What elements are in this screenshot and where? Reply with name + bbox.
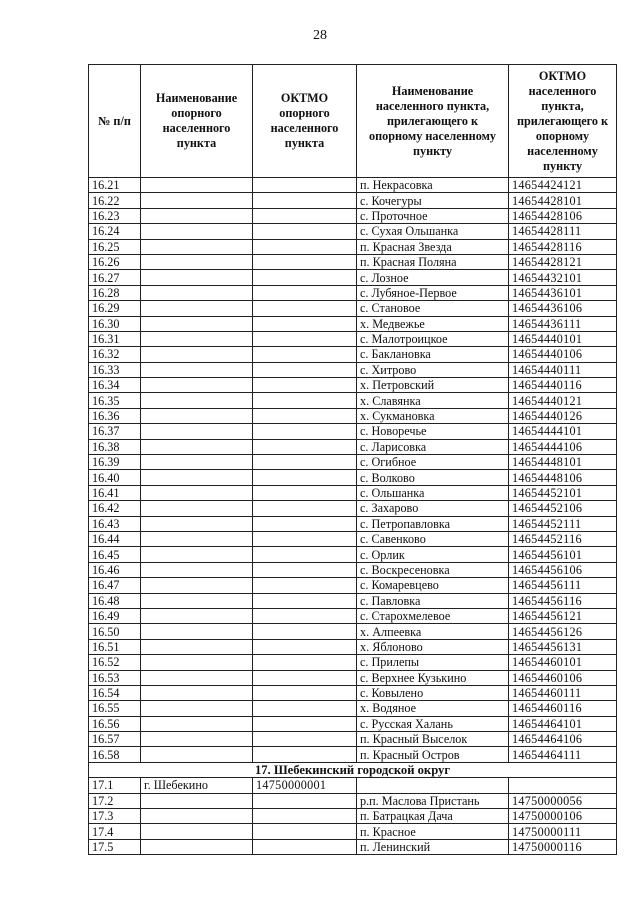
base-settlement-oktmo [253, 178, 357, 193]
oktmo-table [88, 64, 617, 855]
adjacent-settlement-name: х. Водяное [357, 701, 509, 716]
adjacent-settlement-oktmo: 14654440116 [509, 378, 617, 393]
base-settlement-name [141, 839, 253, 854]
adjacent-settlement-name: с. Павловка [357, 593, 509, 608]
adjacent-settlement-name: х. Петровский [357, 378, 509, 393]
base-settlement-oktmo [253, 839, 357, 854]
row-number: 16.40 [89, 470, 141, 485]
adjacent-settlement-oktmo: 14654440121 [509, 393, 617, 408]
base-settlement-name [141, 485, 253, 500]
adjacent-settlement-name: с. Новоречье [357, 424, 509, 439]
row-number: 16.22 [89, 193, 141, 208]
base-settlement-oktmo [253, 747, 357, 762]
base-settlement-oktmo [253, 732, 357, 747]
base-settlement-name [141, 809, 253, 824]
row-number: 16.54 [89, 685, 141, 700]
adjacent-settlement-name: с. Становое [357, 301, 509, 316]
base-settlement-name [141, 716, 253, 731]
row-number: 16.35 [89, 393, 141, 408]
base-settlement-name [141, 393, 253, 408]
adjacent-settlement-name: х. Алпеевка [357, 624, 509, 639]
row-number: 16.49 [89, 608, 141, 623]
row-number: 16.24 [89, 224, 141, 239]
base-settlement-oktmo [253, 455, 357, 470]
table-row [89, 809, 617, 824]
adjacent-settlement-oktmo: 14654464101 [509, 716, 617, 731]
table-row [89, 254, 617, 269]
header-base-oktmo: ОКТМО опорного населенного пункта [253, 65, 357, 178]
adjacent-settlement-oktmo: 14654448101 [509, 455, 617, 470]
base-settlement-oktmo: 14750000001 [253, 778, 357, 793]
adjacent-settlement-name: с. Петропавловка [357, 516, 509, 531]
row-number: 16.43 [89, 516, 141, 531]
row-number: 17.3 [89, 809, 141, 824]
row-number: 16.30 [89, 316, 141, 331]
table-body-district-16 [89, 178, 617, 763]
row-number: 16.27 [89, 270, 141, 285]
table-row [89, 270, 617, 285]
table-row [89, 239, 617, 254]
base-settlement-oktmo [253, 239, 357, 254]
base-settlement-oktmo [253, 501, 357, 516]
base-settlement-name [141, 793, 253, 808]
row-number: 17.2 [89, 793, 141, 808]
adjacent-settlement-oktmo: 14654440101 [509, 331, 617, 346]
adjacent-settlement-name: с. Волково [357, 470, 509, 485]
adjacent-settlement-name: х. Яблоново [357, 639, 509, 654]
adjacent-settlement-name: р.п. Маслова Пристань [357, 793, 509, 808]
adjacent-settlement-oktmo: 14654460101 [509, 655, 617, 670]
table-row [89, 455, 617, 470]
adjacent-settlement-oktmo: 14654428106 [509, 208, 617, 223]
adjacent-settlement-oktmo: 14654456116 [509, 593, 617, 608]
adjacent-settlement-oktmo: 14654464106 [509, 732, 617, 747]
base-settlement-name [141, 408, 253, 423]
header-base-name: Наименование опорного населенного пункта [141, 65, 253, 178]
base-settlement-oktmo [253, 701, 357, 716]
table-row [89, 531, 617, 546]
base-settlement-oktmo [253, 270, 357, 285]
adjacent-settlement-oktmo: 14654456131 [509, 639, 617, 654]
table-row [89, 485, 617, 500]
row-number: 16.34 [89, 378, 141, 393]
base-settlement-oktmo [253, 208, 357, 223]
adjacent-settlement-oktmo: 14654460111 [509, 685, 617, 700]
table-row [89, 208, 617, 223]
base-settlement-oktmo [253, 378, 357, 393]
row-number: 16.23 [89, 208, 141, 223]
adjacent-settlement-name: с. Огибное [357, 455, 509, 470]
table-row [89, 439, 617, 454]
row-number: 16.33 [89, 362, 141, 377]
table-row [89, 578, 617, 593]
adjacent-settlement-name: п. Некрасовка [357, 178, 509, 193]
base-settlement-oktmo [253, 562, 357, 577]
adjacent-settlement-name: п. Батрацкая Дача [357, 809, 509, 824]
table-row [89, 316, 617, 331]
adjacent-settlement-oktmo: 14654444106 [509, 439, 617, 454]
row-number: 16.44 [89, 531, 141, 546]
base-settlement-name [141, 624, 253, 639]
base-settlement-name [141, 331, 253, 346]
row-number: 16.21 [89, 178, 141, 193]
adjacent-settlement-name: с. Русская Халань [357, 716, 509, 731]
adjacent-settlement-oktmo: 14654440111 [509, 362, 617, 377]
section-title: 17. Шебекинский городской округ [89, 762, 617, 777]
base-settlement-name: г. Шебекино [141, 778, 253, 793]
table-row [89, 331, 617, 346]
base-settlement-name [141, 593, 253, 608]
table-row [89, 624, 617, 639]
row-number: 16.41 [89, 485, 141, 500]
table-row [89, 824, 617, 839]
table-row [89, 732, 617, 747]
row-number: 16.28 [89, 285, 141, 300]
base-settlement-name [141, 670, 253, 685]
base-settlement-oktmo [253, 316, 357, 331]
adjacent-settlement-oktmo: 14654436111 [509, 316, 617, 331]
base-settlement-name [141, 701, 253, 716]
adjacent-settlement-oktmo: 14654452101 [509, 485, 617, 500]
table-row [89, 655, 617, 670]
row-number: 16.56 [89, 716, 141, 731]
table-row [89, 424, 617, 439]
adjacent-settlement-name: с. Сухая Ольшанка [357, 224, 509, 239]
base-settlement-oktmo [253, 285, 357, 300]
row-number: 16.26 [89, 254, 141, 269]
adjacent-settlement-oktmo: 14654460116 [509, 701, 617, 716]
base-settlement-oktmo [253, 793, 357, 808]
row-number: 16.45 [89, 547, 141, 562]
adjacent-settlement-name: с. Лозное [357, 270, 509, 285]
adjacent-settlement-oktmo: 14654456111 [509, 578, 617, 593]
table-row [89, 516, 617, 531]
table-header-row [89, 65, 617, 178]
base-settlement-oktmo [253, 331, 357, 346]
table-row [89, 393, 617, 408]
adjacent-settlement-name: с. Ларисовка [357, 439, 509, 454]
adjacent-settlement-name: х. Медвежье [357, 316, 509, 331]
base-settlement-name [141, 270, 253, 285]
adjacent-settlement-name: с. Комаревцево [357, 578, 509, 593]
base-settlement-name [141, 824, 253, 839]
adjacent-settlement-oktmo: 14654456121 [509, 608, 617, 623]
table-row [89, 701, 617, 716]
adjacent-settlement-oktmo: 14654444101 [509, 424, 617, 439]
base-settlement-name [141, 470, 253, 485]
adjacent-settlement-oktmo: 14750000111 [509, 824, 617, 839]
table-row [89, 747, 617, 762]
row-number: 16.51 [89, 639, 141, 654]
adjacent-settlement-name: с. Ольшанка [357, 485, 509, 500]
base-settlement-oktmo [253, 347, 357, 362]
adjacent-settlement-oktmo: 14654464111 [509, 747, 617, 762]
base-settlement-oktmo [253, 547, 357, 562]
base-settlement-name [141, 655, 253, 670]
table-row [89, 378, 617, 393]
base-settlement-oktmo [253, 578, 357, 593]
base-settlement-oktmo [253, 485, 357, 500]
base-settlement-name [141, 178, 253, 193]
table-row [89, 301, 617, 316]
table-row [89, 562, 617, 577]
adjacent-settlement-name: с. Баклановка [357, 347, 509, 362]
table-row [89, 347, 617, 362]
base-settlement-oktmo [253, 193, 357, 208]
adjacent-settlement-oktmo: 14654428101 [509, 193, 617, 208]
row-number: 16.32 [89, 347, 141, 362]
adjacent-settlement-oktmo: 14654460106 [509, 670, 617, 685]
adjacent-settlement-oktmo: 14750000056 [509, 793, 617, 808]
table-body-district-17 [89, 778, 617, 855]
base-settlement-oktmo [253, 593, 357, 608]
row-number: 16.39 [89, 455, 141, 470]
header-adjacent-oktmo: ОКТМО населенного пункта, прилегающего к опорному населенному пункту [509, 65, 617, 178]
base-settlement-oktmo [253, 301, 357, 316]
adjacent-settlement-oktmo: 14750000106 [509, 809, 617, 824]
table-row [89, 193, 617, 208]
row-number: 16.50 [89, 624, 141, 639]
base-settlement-name [141, 608, 253, 623]
adjacent-settlement-name [357, 778, 509, 793]
table-row [89, 608, 617, 623]
base-settlement-oktmo [253, 624, 357, 639]
table-row [89, 670, 617, 685]
row-number: 16.58 [89, 747, 141, 762]
base-settlement-name [141, 193, 253, 208]
table-row [89, 593, 617, 608]
base-settlement-name [141, 224, 253, 239]
base-settlement-name [141, 424, 253, 439]
adjacent-settlement-oktmo: 14654456106 [509, 562, 617, 577]
row-number: 16.42 [89, 501, 141, 516]
adjacent-settlement-name: с. Кочегуры [357, 193, 509, 208]
base-settlement-oktmo [253, 254, 357, 269]
adjacent-settlement-name: с. Прилепы [357, 655, 509, 670]
base-settlement-oktmo [253, 470, 357, 485]
base-settlement-oktmo [253, 516, 357, 531]
section-row [89, 762, 617, 777]
base-settlement-name [141, 639, 253, 654]
base-settlement-oktmo [253, 670, 357, 685]
base-settlement-oktmo [253, 639, 357, 654]
row-number: 16.52 [89, 655, 141, 670]
base-settlement-oktmo [253, 393, 357, 408]
base-settlement-name [141, 685, 253, 700]
base-settlement-name [141, 516, 253, 531]
base-settlement-name [141, 439, 253, 454]
adjacent-settlement-oktmo: 14750000116 [509, 839, 617, 854]
base-settlement-name [141, 208, 253, 223]
table-row [89, 778, 617, 793]
base-settlement-oktmo [253, 408, 357, 423]
base-settlement-name [141, 378, 253, 393]
base-settlement-oktmo [253, 824, 357, 839]
adjacent-settlement-name: п. Красная Звезда [357, 239, 509, 254]
row-number: 16.48 [89, 593, 141, 608]
adjacent-settlement-name: с. Савенково [357, 531, 509, 546]
adjacent-settlement-name: с. Старохмелевое [357, 608, 509, 623]
adjacent-settlement-oktmo: 14654428121 [509, 254, 617, 269]
base-settlement-oktmo [253, 655, 357, 670]
base-settlement-name [141, 547, 253, 562]
base-settlement-name [141, 455, 253, 470]
adjacent-settlement-oktmo: 14654428111 [509, 224, 617, 239]
base-settlement-name [141, 301, 253, 316]
base-settlement-name [141, 578, 253, 593]
header-num: № п/п [89, 65, 141, 178]
table-row [89, 362, 617, 377]
base-settlement-oktmo [253, 362, 357, 377]
adjacent-settlement-oktmo: 14654452111 [509, 516, 617, 531]
base-settlement-oktmo [253, 716, 357, 731]
table-row [89, 501, 617, 516]
adjacent-settlement-oktmo: 14654452116 [509, 531, 617, 546]
row-number: 16.37 [89, 424, 141, 439]
base-settlement-oktmo [253, 531, 357, 546]
base-settlement-name [141, 531, 253, 546]
adjacent-settlement-oktmo: 14654440106 [509, 347, 617, 362]
adjacent-settlement-oktmo: 14654456101 [509, 547, 617, 562]
table-row [89, 224, 617, 239]
row-number: 17.1 [89, 778, 141, 793]
base-settlement-oktmo [253, 224, 357, 239]
adjacent-settlement-name: п. Красная Поляна [357, 254, 509, 269]
adjacent-settlement-name: с. Орлик [357, 547, 509, 562]
row-number: 16.53 [89, 670, 141, 685]
table-row [89, 685, 617, 700]
base-settlement-name [141, 747, 253, 762]
table-row [89, 470, 617, 485]
row-number: 17.5 [89, 839, 141, 854]
page-number: 28 [313, 28, 327, 43]
base-settlement-name [141, 254, 253, 269]
row-number: 16.46 [89, 562, 141, 577]
row-number: 16.36 [89, 408, 141, 423]
adjacent-settlement-oktmo: 14654440126 [509, 408, 617, 423]
row-number: 16.31 [89, 331, 141, 346]
row-number: 16.57 [89, 732, 141, 747]
base-settlement-name [141, 732, 253, 747]
adjacent-settlement-name: с. Хитрово [357, 362, 509, 377]
table-row [89, 639, 617, 654]
adjacent-settlement-name: с. Воскресеновка [357, 562, 509, 577]
table-row [89, 178, 617, 193]
base-settlement-oktmo [253, 608, 357, 623]
base-settlement-name [141, 362, 253, 377]
table-row [89, 839, 617, 854]
adjacent-settlement-name: п. Красное [357, 824, 509, 839]
adjacent-settlement-name: п. Красный Остров [357, 747, 509, 762]
adjacent-settlement-oktmo: 14654428116 [509, 239, 617, 254]
adjacent-settlement-name: с. Проточное [357, 208, 509, 223]
row-number: 16.55 [89, 701, 141, 716]
row-number: 16.25 [89, 239, 141, 254]
base-settlement-name [141, 285, 253, 300]
adjacent-settlement-name: п. Ленинский [357, 839, 509, 854]
row-number: 16.47 [89, 578, 141, 593]
row-number: 16.29 [89, 301, 141, 316]
adjacent-settlement-oktmo: 14654424121 [509, 178, 617, 193]
base-settlement-name [141, 501, 253, 516]
table-row [89, 285, 617, 300]
table-row [89, 793, 617, 808]
adjacent-settlement-oktmo [509, 778, 617, 793]
adjacent-settlement-oktmo: 14654456126 [509, 624, 617, 639]
base-settlement-oktmo [253, 424, 357, 439]
base-settlement-name [141, 562, 253, 577]
row-number: 16.38 [89, 439, 141, 454]
base-settlement-oktmo [253, 809, 357, 824]
adjacent-settlement-name: х. Сукмановка [357, 408, 509, 423]
base-settlement-oktmo [253, 685, 357, 700]
adjacent-settlement-oktmo: 14654452106 [509, 501, 617, 516]
adjacent-settlement-name: с. Ковылено [357, 685, 509, 700]
adjacent-settlement-name: х. Славянка [357, 393, 509, 408]
adjacent-settlement-oktmo: 14654436106 [509, 301, 617, 316]
table-row [89, 716, 617, 731]
base-settlement-oktmo [253, 439, 357, 454]
adjacent-settlement-oktmo: 14654432101 [509, 270, 617, 285]
table-row [89, 547, 617, 562]
adjacent-settlement-name: п. Красный Выселок [357, 732, 509, 747]
adjacent-settlement-name: с. Лубяное-Первое [357, 285, 509, 300]
base-settlement-name [141, 316, 253, 331]
adjacent-settlement-name: с. Верхнее Кузькино [357, 670, 509, 685]
base-settlement-name [141, 347, 253, 362]
adjacent-settlement-oktmo: 14654436101 [509, 285, 617, 300]
base-settlement-name [141, 239, 253, 254]
adjacent-settlement-name: с. Малотроицкое [357, 331, 509, 346]
adjacent-settlement-oktmo: 14654448106 [509, 470, 617, 485]
adjacent-settlement-name: с. Захарово [357, 501, 509, 516]
header-adjacent-name: Наименование населенного пункта, прилегающего к опорному населенному пункту [357, 65, 509, 178]
row-number: 17.4 [89, 824, 141, 839]
table-row [89, 408, 617, 423]
